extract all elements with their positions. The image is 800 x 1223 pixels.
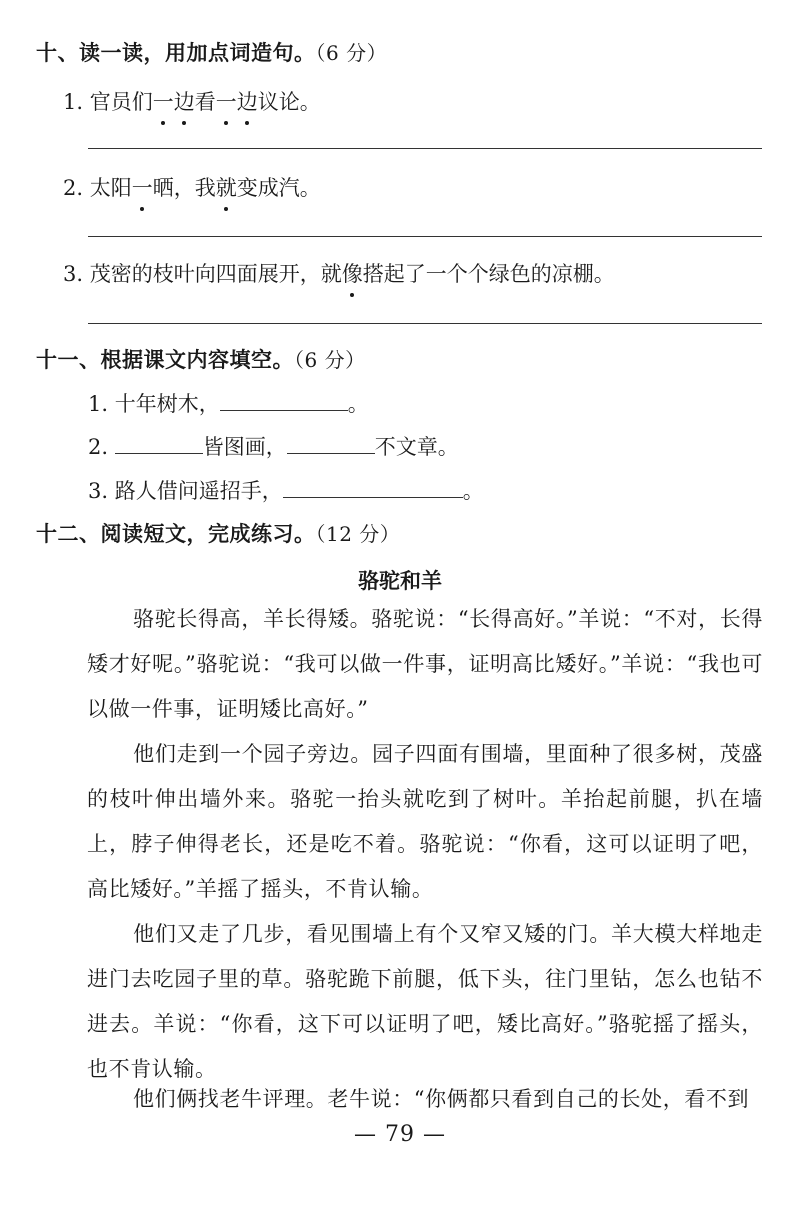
section-10-title: [36, 37, 387, 67]
paragraph-text: 骆驼长得高，羊长得矮。骆驼说：“长得高好。”羊说：“不对，长得矮才好呢。”骆驼说：“我可以做一件事，证明高比矮好。”羊说：“我也可以做一件事，证明矮比高好。”: [87, 607, 763, 721]
answer-line-3[interactable]: [88, 323, 762, 324]
paragraph-text: 他们走到一个园子旁边。园子四面有围墙，里面种了很多树，茂盛的枝叶伸出墙外来。骆驼一抬头就吃到了树叶。羊抬起前腿，扒在墙上，脖子伸得老长，还是吃不着。骆驼说：“你看，这可以证明了吧，高比矮好。”羊摇了摇头，不肯认输。: [87, 742, 763, 901]
section-10-heading: 十、读一读，用加点词造句。: [36, 41, 316, 65]
fill-blank[interactable]: [115, 433, 203, 454]
paragraph-text: 他们又走了几步，看见围墙上有个又窄又矮的门。羊大模大样地走进门去吃园子里的草。骆驼跪下前腿，低下头，往门里钻，怎么也钻不进去。羊说：“你看，这下可以证明了吧，矮比高好。”骆驼摇了摇头，也不肯认输。: [87, 922, 763, 1081]
item-text: 1. 十年树木，: [88, 392, 220, 416]
dotted-char: 一: [215, 90, 237, 114]
item-text: 3. 路人借问遥招手，: [88, 479, 283, 503]
item-text: 晒，我: [152, 176, 216, 200]
section-12-score: （12 分）: [315, 522, 401, 546]
section-10-item-1: [63, 86, 321, 116]
section-12-title: [36, 518, 400, 548]
answer-line-2[interactable]: [88, 236, 762, 237]
item-text: 就: [320, 262, 342, 286]
dotted-char: 边: [173, 90, 195, 114]
fill-blank[interactable]: [220, 390, 348, 411]
item-text: 看: [194, 90, 216, 114]
section-11-item-1: [88, 388, 369, 418]
fill-blank[interactable]: [283, 477, 463, 498]
story-title: 骆驼和羊: [358, 569, 442, 593]
section-12-heading: 十二、阅读短文，完成练习。: [36, 522, 316, 546]
item-text: 。: [462, 479, 484, 503]
section-10-item-3: [63, 258, 615, 288]
item-text: 搭起了一个个绿色的凉棚。: [362, 262, 615, 286]
section-10-score: （6 分）: [315, 41, 388, 65]
dotted-char: 边: [236, 90, 258, 114]
item-text: 2.: [88, 435, 115, 459]
story-paragraph-2: [87, 732, 763, 912]
answer-line-1[interactable]: [88, 148, 762, 149]
item-text: 变成汽。: [236, 176, 321, 200]
paragraph-text: 他们俩找老牛评理。老牛说：“你俩都只看到自己的长处，看不到: [133, 1087, 750, 1111]
section-11-item-2: [88, 431, 459, 461]
item-text: 不文章。: [374, 435, 459, 459]
item-text: 2. 太阳: [63, 176, 132, 200]
item-text: 3. 茂密的枝叶向四面展开，: [63, 262, 321, 286]
section-11-title: [36, 344, 366, 374]
section-10-item-2: [63, 172, 321, 202]
section-11-score: （6 分）: [294, 348, 366, 372]
dotted-char: 一: [131, 176, 153, 200]
section-11-item-3: [88, 475, 484, 505]
item-text: 皆图画，: [202, 435, 287, 459]
story-paragraph-3: [87, 912, 763, 1092]
fill-blank[interactable]: [287, 433, 375, 454]
dotted-char: 像: [341, 262, 363, 286]
item-text: 。: [347, 392, 369, 416]
item-text: 议论。: [257, 90, 321, 114]
section-11-heading: 十一、根据课文内容填空。: [36, 348, 294, 372]
story-paragraph-1: [87, 597, 763, 732]
dotted-char: 一: [152, 90, 174, 114]
dotted-char: 就: [215, 176, 237, 200]
item-text: 1. 官员们: [63, 90, 153, 114]
story-paragraph-4: [87, 1077, 763, 1122]
page-number: — 79 —: [354, 1122, 446, 1147]
